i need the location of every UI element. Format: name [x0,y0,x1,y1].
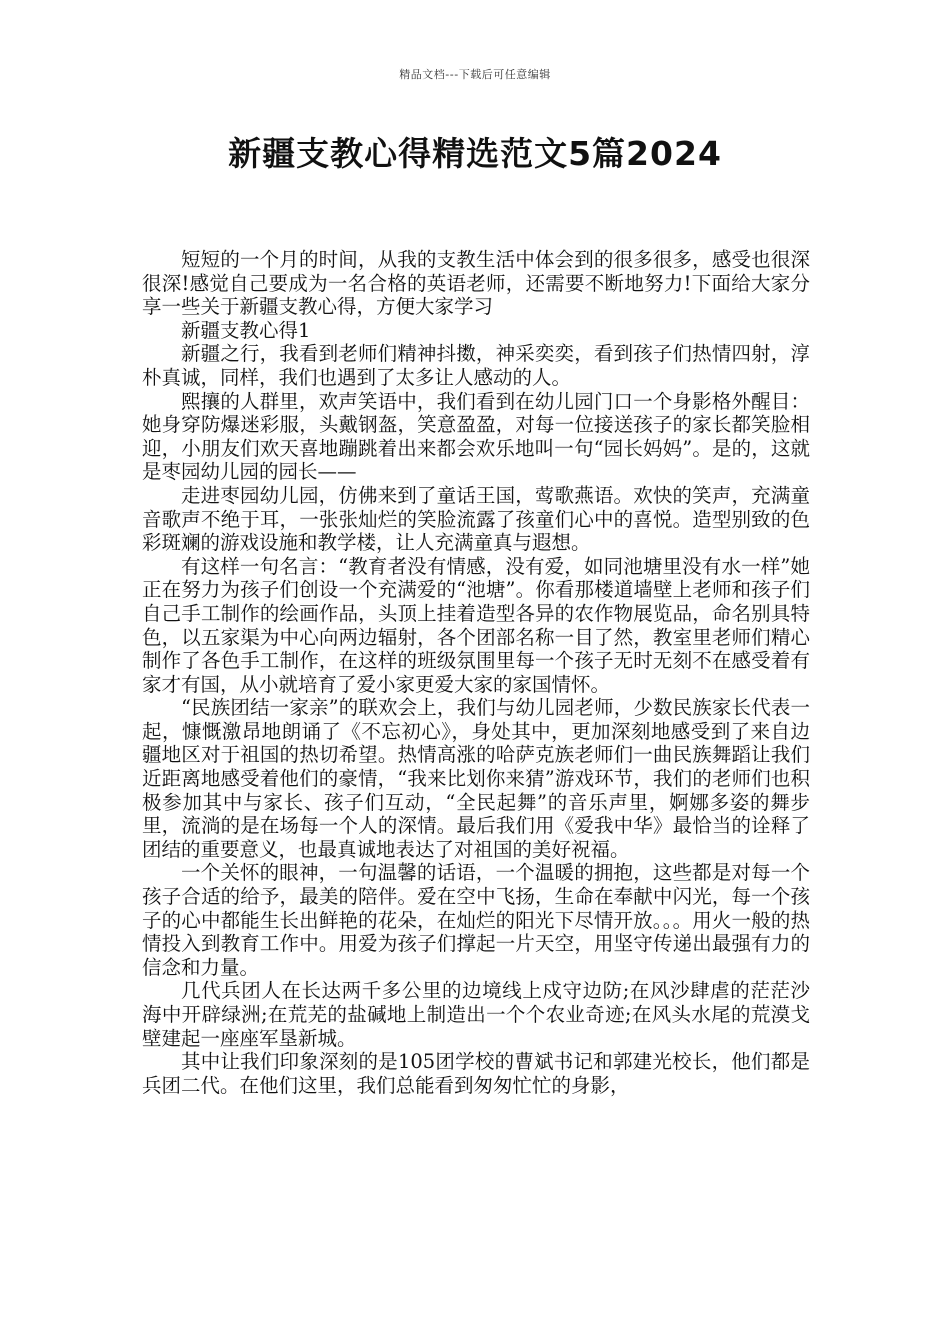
paragraph: 一个关怀的眼神，一句温馨的话语，一个温暖的拥抱，这些都是对每一个孩子合适的给予，最美的陪伴。爱在空中飞扬，生命在奉献中闪光，每一个孩子的心中都能生长出鲜艳的花朵，在灿烂的阳光下尽情开放。。。用火一般的热情投入到教育工作中。用爱为孩子们撑起一片天空，用坚守传递出最强有力的信念和力量。 [142,861,810,979]
header-note: 精品文档---下载后可任意编辑 [399,68,551,81]
paragraph: 熙攘的人群里，欢声笑语中，我们看到在幼儿园门口一个身影格外醒目：她身穿防爆迷彩服，头戴钢盔，笑意盈盈，对每一位接送孩子的家长都笑脸相迎，小朋友们欢天喜地蹦跳着出来都会欢乐地叫一句“园长妈妈”。是的，这就是枣园幼儿园的园长—— [142,389,810,484]
paragraph: 新疆之行，我看到老师们精神抖擞，神采奕奕，看到孩子们热情四射，淳朴真诚，同样，我们也遇到了太多让人感动的人。 [142,342,810,389]
paragraph: 走进枣园幼儿园，仿佛来到了童话王国，莺歌燕语。欢快的笑声，充满童音歌声不绝于耳，一张张灿烂的笑脸流露了孩童们心中的喜悦。造型别致的色彩斑斓的游戏设施和教学楼，让人充满童真与遐想。 [142,483,810,555]
paragraph: 有这样一句名言：“教育者没有情感，没有爱，如同池塘里没有水一样”她正在努力为孩子们创设一个充满爱的“池塘”。你看那楼道墙壁上老师和孩子们自己手工制作的绘画作品，头顶上挂着造型各异的农作物展览品，命名别具特色，以五家渠为中心向两边辐射，各个团部名称一目了然，教室里老师们精心制作了各色手工制作，在这样的班级氛围里每一个孩子无时无刻不在感受着有家才有国，从小就培育了爱小家更爱大家的家国情怀。 [142,554,810,696]
paragraph: 其中让我们印象深刻的是105团学校的曹斌书记和郭建光校长，他们都是兵团二代。在他们这里，我们总能看到匆匆忙忙的身影， [142,1050,810,1097]
paragraph: “民族团结一家亲”的联欢会上，我们与幼儿园老师，少数民族家长代表一起，慷慨激昂地朗诵了《不忘初心》，身处其中，更加深刻地感受到了来自边疆地区对于祖国的热切希望。热情高涨的哈萨克族老师们一曲民族舞蹈让我们近距离地感受着他们的豪情，“我来比划你来猜”游戏环节，我们的老师们也积极参加其中与家长、孩子们互动，“全民起舞”的音乐声里，婀娜多姿的舞步里，流淌的是在场每一个人的深情。最后我们用《爱我中华》最恰当的诠释了团结的重要意义，也最真诚地表达了对祖国的美好祝福。 [142,696,810,861]
document-title: 新疆支教心得精选范文5篇2024 [228,134,722,173]
document-body [142,248,810,1097]
section-heading: 新疆支教心得1 [181,318,311,342]
paragraph: 短短的一个月的时间，从我的支教生活中体会到的很多很多，感受也很深很深!感觉自己要成为一名合格的英语老师，还需要不断地努力!下面给大家分享一些关于新疆支教心得，方便大家学习 [142,248,810,319]
paragraph: 几代兵团人在长达两千多公里的边境线上戍守边防;在风沙肆虐的茫茫沙海中开辟绿洲;在荒芜的盐碱地上制造出一个个农业奇迹;在风头水尾的荒漠戈壁建起一座座军垦新城。 [142,979,810,1050]
